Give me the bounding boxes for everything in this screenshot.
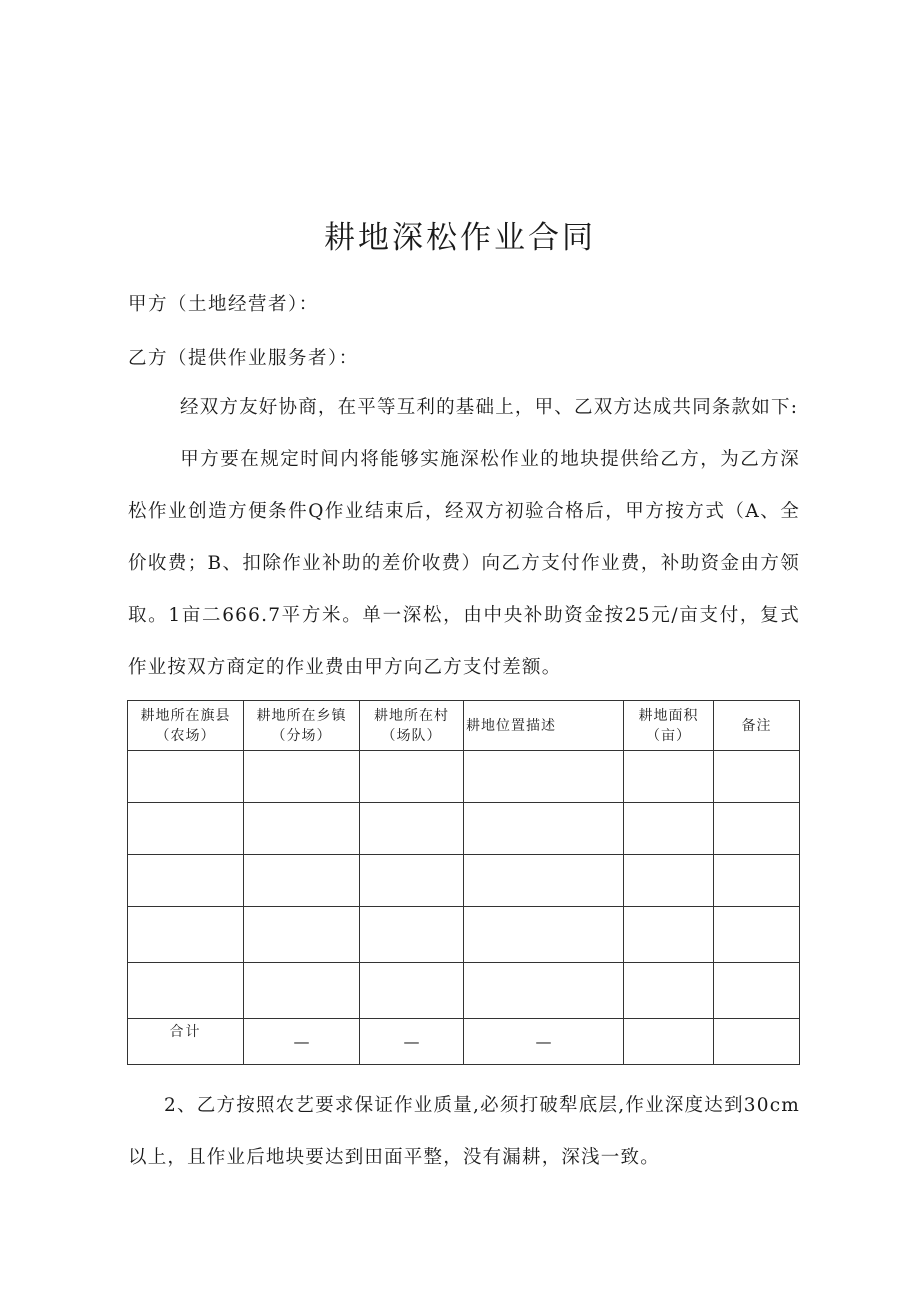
- header-remarks: 备注: [714, 701, 800, 751]
- table-cell[interactable]: [128, 907, 244, 963]
- header-location: 耕地位置描述: [464, 701, 624, 751]
- header-area: 耕地面积 （亩）: [624, 701, 714, 751]
- clause-1-paragraph: [128, 434, 800, 694]
- table-cell[interactable]: [244, 855, 360, 907]
- header-township: 耕地所在乡镇 （分场）: [244, 701, 360, 751]
- table-cell[interactable]: [128, 855, 244, 907]
- table-row: [128, 907, 800, 963]
- table-cell[interactable]: [714, 855, 800, 907]
- total-township-dash: —: [244, 1019, 360, 1065]
- table-row: [128, 751, 800, 803]
- table-total-row: [128, 1019, 800, 1065]
- total-location-dash: —: [464, 1019, 624, 1065]
- table-cell[interactable]: [464, 803, 624, 855]
- table-cell[interactable]: [624, 803, 714, 855]
- total-village-dash: —: [360, 1019, 464, 1065]
- document-title: 耕地深松作业合同: [324, 220, 596, 256]
- land-table: [127, 700, 800, 1065]
- total-area-cell[interactable]: [624, 1019, 714, 1065]
- table-row: [128, 855, 800, 907]
- table-row: [128, 803, 800, 855]
- header-village: 耕地所在村 （场队）: [360, 701, 464, 751]
- table-cell[interactable]: [464, 855, 624, 907]
- total-remarks-cell[interactable]: [714, 1019, 800, 1065]
- intro-text: 经双方友好协商，在平等互利的基础上，甲、乙双方达成共同条款如下:: [180, 397, 799, 418]
- party-a-line: 甲方（土地经营者）：: [128, 294, 319, 315]
- table-cell[interactable]: [464, 963, 624, 1019]
- table-cell[interactable]: [714, 963, 800, 1019]
- clause-2-text: 2、乙方按照农艺要求保证作业质量,必须打破犁底层,作业深度达到30cm以上，且作业后地块要达到田面平整，没有漏耕，深浅一致。: [128, 1095, 800, 1168]
- table-cell[interactable]: [244, 803, 360, 855]
- table-cell[interactable]: [624, 963, 714, 1019]
- table-cell[interactable]: [624, 907, 714, 963]
- table-cell[interactable]: [128, 963, 244, 1019]
- table-cell[interactable]: [128, 751, 244, 803]
- header-county: 耕地所在旗县 （农场）: [128, 701, 244, 751]
- table-cell[interactable]: [360, 907, 464, 963]
- table-row: [128, 963, 800, 1019]
- clause-2-paragraph: [128, 1080, 800, 1184]
- table-header-row: [128, 701, 800, 751]
- table-cell[interactable]: [360, 855, 464, 907]
- table-cell[interactable]: [714, 803, 800, 855]
- table-cell[interactable]: [360, 803, 464, 855]
- table-cell[interactable]: [244, 751, 360, 803]
- table-cell[interactable]: [624, 751, 714, 803]
- total-label: 合计: [128, 1019, 244, 1065]
- clause-1-text: 甲方要在规定时间内将能够实施深松作业的地块提供给乙方，为乙方深松作业创造方便条件Q作业结束后，经双方初验合格后，甲方按方式（A、全价收费；B、扣除作业补助的差价收费）向乙方支付作业费，补助资金由方领取。1亩二666.7平方米。单一深松，由中央补助资金按25元/亩支付，复式作业按双方商定的作业费由甲方向乙方支付差额。: [128, 449, 800, 678]
- table-cell[interactable]: [464, 751, 624, 803]
- table-cell[interactable]: [360, 751, 464, 803]
- table-cell[interactable]: [714, 751, 800, 803]
- table-cell[interactable]: [624, 855, 714, 907]
- table-cell[interactable]: [244, 907, 360, 963]
- table-cell[interactable]: [244, 963, 360, 1019]
- intro-paragraph: [128, 382, 800, 434]
- table-cell[interactable]: [360, 963, 464, 1019]
- table-cell[interactable]: [714, 907, 800, 963]
- table-cell[interactable]: [128, 803, 244, 855]
- table-cell[interactable]: [464, 907, 624, 963]
- party-b-line: 乙方（提供作业服务者）：: [128, 348, 359, 369]
